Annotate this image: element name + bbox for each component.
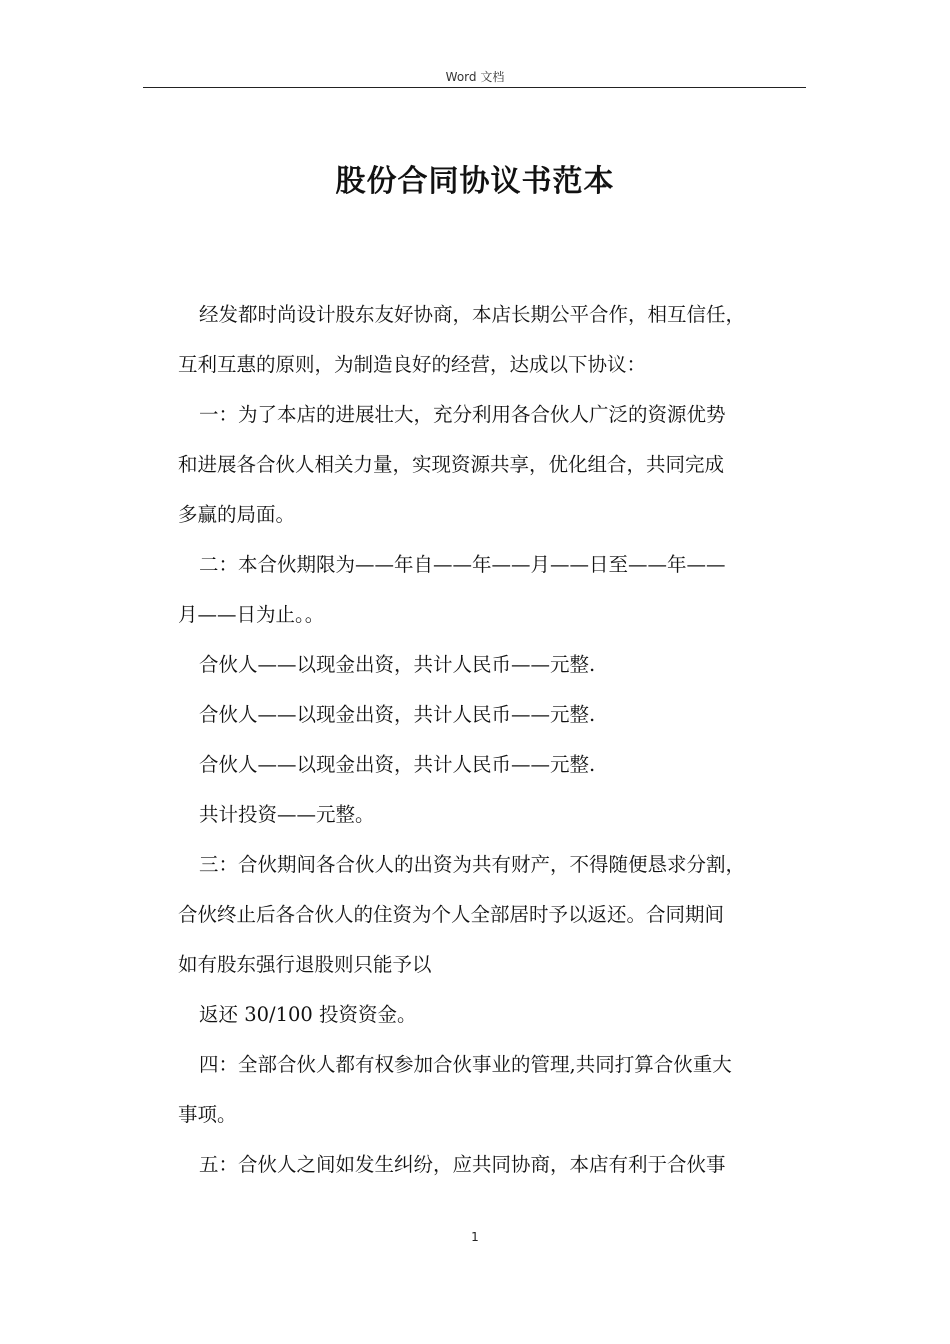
body-line: 五：合伙人之间如发生纠纷，应共同协商，本店有利于合伙事: [199, 1153, 726, 1176]
body-line: 事项。: [178, 1103, 237, 1126]
body-line: 如有股东强行退股则只能予以: [178, 953, 432, 976]
body-line: 返还 30/100 投资资金。: [199, 1003, 417, 1026]
body-line: 合伙人——以现金出资，共计人民币——元整.: [199, 653, 596, 676]
body-line: 合伙人——以现金出资，共计人民币——元整.: [199, 753, 596, 776]
body-line: 共计投资——元整。: [199, 803, 375, 826]
document-body: [178, 290, 818, 1190]
body-line: 四：全部合伙人都有权参加合伙事业的管理,共同打算合伙重大: [199, 1053, 732, 1076]
page-header: Word 文档: [445, 70, 505, 84]
body-line: 经发都时尚设计股东友好协商，本店长期公平合作，相互信任，: [199, 303, 746, 326]
body-line: 月——日为止。。: [178, 603, 325, 626]
document-title: 股份合同协议书范本: [335, 164, 615, 199]
body-line: 合伙终止后各合伙人的住资为个人全部居时予以返还。合同期间: [178, 903, 725, 926]
body-line: 多赢的局面。: [178, 503, 296, 526]
body-line: 互利互惠的原则，为制造良好的经营，达成以下协议：: [178, 353, 647, 376]
body-line: 二：本合伙期限为——年自——年——月——日至——年——: [199, 553, 726, 576]
body-line: 一：为了本店的进展壮大，充分利用各合伙人广泛的资源优势: [199, 403, 726, 426]
body-line: 三：合伙期间各合伙人的出资为共有财产，不得随便恳求分割，: [199, 853, 746, 876]
body-line: 和进展各合伙人相关力量，实现资源共享，优化组合，共同完成: [178, 453, 725, 476]
body-line: 合伙人——以现金出资，共计人民币——元整.: [199, 703, 596, 726]
page-number: 1: [471, 1230, 479, 1244]
header-divider: [143, 87, 806, 88]
